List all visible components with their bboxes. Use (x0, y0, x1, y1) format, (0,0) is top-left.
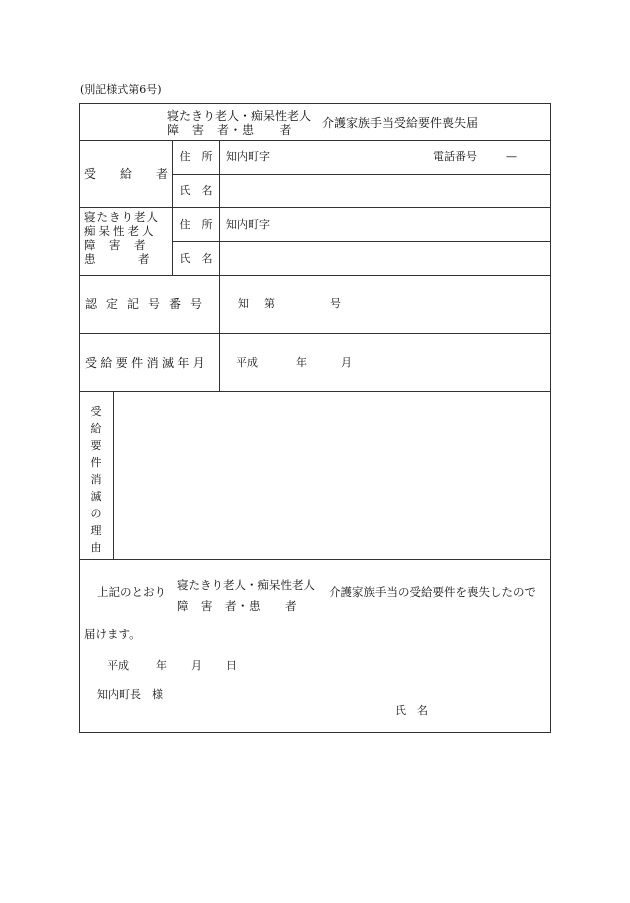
patient-address-value[interactable]: 知内町字 (226, 218, 270, 231)
cert-number-suffix: 号 (330, 297, 341, 310)
expire-label: 受給要件消滅年月 (85, 356, 209, 370)
declaration-continuation: 届けます。 (84, 627, 141, 641)
reason-label-char: 由 (90, 541, 102, 555)
patient-address-label: 住 所 (179, 218, 213, 231)
declaration-subject-line2: 障 害 者・患 者 (177, 599, 297, 613)
reason-label-char: の (90, 507, 102, 521)
patient-label-line3: 障 害 者 (84, 238, 147, 252)
declaration-date-era: 平成 (107, 659, 129, 672)
row-divider (79, 333, 551, 334)
patient-label (84, 210, 168, 266)
reason-label-char: 滅 (90, 490, 102, 504)
reason-label-char: 給 (90, 422, 102, 436)
row-divider (79, 559, 551, 560)
declaration-date-month: 月 (191, 659, 202, 672)
expire-month: 月 (341, 356, 352, 369)
row-divider (79, 207, 551, 208)
recipient-address-label: 住 所 (179, 150, 213, 163)
cert-number-prefix: 知 第 (238, 297, 277, 310)
patient-label-line1: 寝たきり老人 (84, 210, 159, 224)
signature-name-field[interactable] (430, 698, 540, 720)
reason-label-char: 受 (90, 405, 102, 418)
reason-label (90, 403, 102, 556)
form-number-label: (別記様式第6号) (80, 83, 162, 96)
recipient-phone-label: 電話番号 (433, 150, 477, 163)
addressee: 知内町長 様 (97, 688, 163, 701)
cert-number-label: 認定記号番号 (85, 297, 212, 311)
header-subject-line2: 障 害 者・患 者 (167, 123, 293, 137)
reason-label-char: 要 (90, 439, 102, 453)
expire-era: 平成 (236, 356, 258, 369)
cert-number-field[interactable] (280, 290, 328, 312)
header-subject-line1: 寝たきり老人・痴呆性老人 (167, 109, 312, 123)
row-divider (79, 140, 551, 141)
reason-label-char: 消 (90, 473, 102, 487)
recipient-label: 受 給 者 (83, 167, 168, 181)
recipient-phone-separator: — (506, 150, 517, 163)
recipient-name-label: 氏 名 (179, 184, 213, 197)
patient-name-field[interactable] (220, 242, 550, 275)
patient-name-label: 氏 名 (179, 252, 213, 265)
recipient-address-value[interactable]: 知内町字 (226, 150, 270, 163)
declaration-date-year: 年 (156, 659, 167, 672)
reason-label-char: 理 (90, 524, 102, 538)
patient-label-line4: 患 者 (84, 252, 152, 266)
declaration-suffix: 介護家族手当の受給要件を喪失したので (329, 585, 536, 599)
patient-label-line2: 痴呆性老人 (84, 224, 157, 238)
declaration-prefix: 上記のとおり (97, 585, 166, 599)
reason-field[interactable] (114, 392, 550, 559)
expire-year: 年 (296, 356, 307, 369)
recipient-name-field[interactable] (220, 175, 550, 207)
declaration-subject-line1: 寝たきり老人・痴呆性老人 (177, 578, 315, 592)
signature-name-label: 氏 名 (395, 704, 428, 717)
reason-label-char: 件 (90, 456, 102, 470)
declaration-date-day: 日 (226, 659, 237, 672)
form-title: 介護家族手当受給要件喪失届 (322, 116, 479, 130)
row-divider (79, 275, 551, 276)
